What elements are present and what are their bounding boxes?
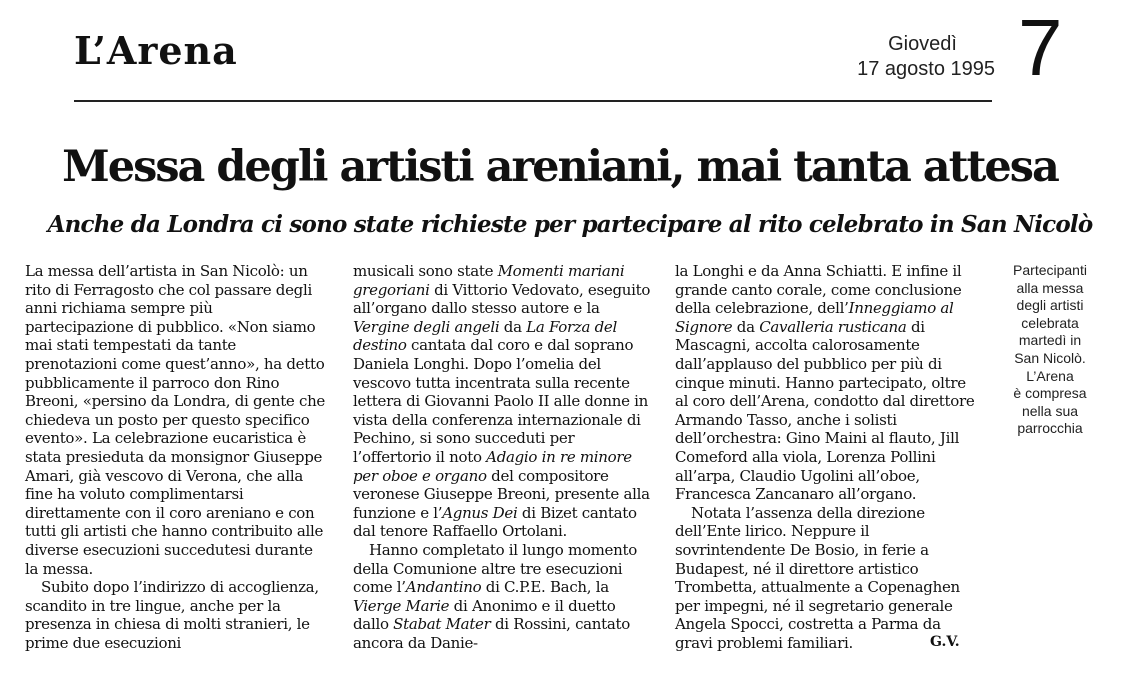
issue-day: Giovedì [888,33,957,55]
paragraph: Notata l’assenza della direzione dell’Ente lirico. Neppure il sovrintendente De Bosio, in ferie a Budapest, né il direttore artistico Trombetta, attualmente a Copenaghen per impegni, né il segretario generale Angela Spocci, costretta a Parma da gravi problemi familiari. [675,503,960,652]
work-title: Momenti mariani gregoriani [353,262,625,299]
article-column-1 [25,262,325,652]
text-run: musicali sono state [353,262,498,280]
work-title: Andantino [405,578,482,597]
work-title: Cavalleria rusticana [759,317,907,336]
work-title: La Forza del destino [353,317,617,355]
work-title: Vergine degli angeli [353,317,500,336]
text-run: di Rossini, cantato ancora da Danie- [353,615,630,652]
caption-line: Partecipanti [1013,262,1087,278]
paragraph: Subito dopo l’indirizzo di accoglienza, scandito in tre lingue, anche per la presenza in chiesa di molti stranieri, le prime due esecuzioni [25,578,319,652]
caption-line: L’Arena [1026,367,1074,384]
text-run: la Longhi e da Anna Schiatti. E infine il grande canto corale, come conclusione della celebrazione, dell’ [675,262,962,318]
work-title: Inneggiamo al Signore [675,299,954,336]
work-title: Adagio in re minore per oboe e organo [353,447,632,485]
page-number: 7 [1018,3,1063,92]
text-run: Hanno completato il lungo momento della Comunione altre tre esecuzioni come l’ [353,540,637,597]
work-title: Agnus Dei [442,503,518,522]
article-column-3 [675,262,975,652]
caption-line: San Nicolò. [1014,349,1086,366]
paragraph [353,541,653,653]
article-headline: Messa degli artisti areniani, mai tanta attesa [62,142,1058,192]
text-run: di Vittorio Vedovato, eseguito all’organo dallo stesso autore e la [353,280,651,318]
text-run: da [499,317,527,336]
paragraph [675,262,975,504]
work-title: Vierge Marie [353,596,450,615]
caption-line: parrocchia [1017,420,1083,437]
paragraph [353,262,653,541]
issue-date: 17 agosto 1995 [857,58,995,80]
text-run: di Bizet cantato dal tenore Raffaello Ortolani. [353,503,637,541]
article-subheadline: Anche da Londra ci sono state richieste per partecipare al rito celebrato in San Nicolò [47,211,1093,238]
caption-line: degli artisti [1016,297,1084,314]
text-run: del compositore veronese Giuseppe Breoni, presente alla funzione e l’ [353,466,650,522]
text-run: di C.P.E. Bach, la [481,578,609,597]
caption-line: martedì in [1018,332,1082,349]
text-run: cantata dal coro e dal soprano Daniela Longhi. Dopo l’omelia del vescovo tutta incentrata sulla recente lettera di Giovanni Paolo II alle donne in vista della conferenza internazionale di Pechino, si sono succeduti per l’offertorio il noto [353,336,649,466]
caption-line: è compresa [1013,385,1087,402]
newspaper-name: L’Arena [74,28,238,73]
text-run: di Anonimo e il duetto dallo [353,596,616,634]
work-title: Stabat Mater [393,615,491,634]
text-run: di Mascagni, accolta calorosamente dall’applauso del pubblico per più di cinque minuti. Hanno partecipato, oltre al coro dell’Arena, condotto dal direttore Armando Tasso, anche i solisti dell’orchestra: Gino Maini al flauto, Jill Comeford alla viola, Lorenza Pollini all’arpa, Claudio Ugolini all’oboe, Francesca Zancanaro all’organo. [675,317,975,504]
caption-line: nella sua [1021,402,1079,419]
text-run: da [732,317,760,336]
article-column-2 [353,262,653,652]
photo-caption [996,262,1104,438]
caption-line: alla messa [1016,279,1084,296]
paragraph: La messa dell’artista in San Nicolò: un rito di Ferragosto che col passare degli anni richiama sempre più partecipazione di pubblico. «Non siamo mai stati tempestati da tante prenotazioni come quest’anno», ha detto pubblicamente il parroco don Rino Breoni, «persino da Londra, di gente che chiedeva un posto per questo specifico evento». La celebrazione eucaristica è stata presieduta da monsignor Giuseppe Amari, già vescovo di Verona, che alla fine ha voluto complimentarsi direttamente con il coro areniano e con tutti gli artisti che hanno contribuito alle diverse esecuzioni succedutesi durante la messa. [25,262,326,578]
author-signature: G.V. [930,634,960,650]
caption-line: celebrata [1021,314,1079,331]
masthead-divider [74,100,992,102]
